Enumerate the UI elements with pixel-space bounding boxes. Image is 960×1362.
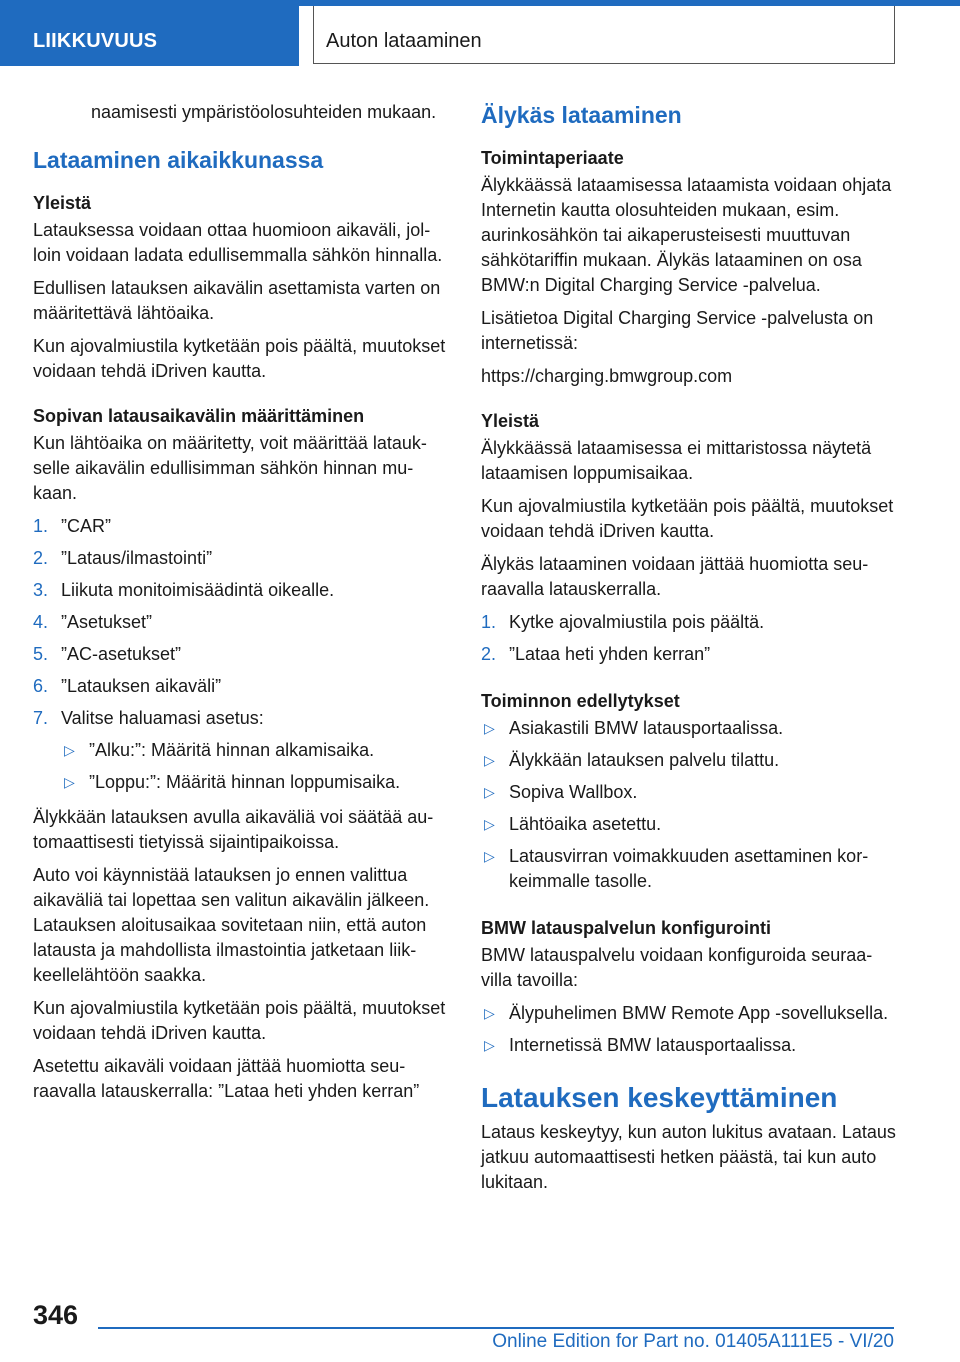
bullet-triangle-icon: ▷: [484, 720, 495, 736]
list-item: ▷ Asiakastili BMW latausportaalissa.: [481, 716, 897, 741]
heading-set-window: Sopivan latausaikavälin määrittäminen: [33, 406, 365, 426]
paragraph: Edullisen latauksen aikavälin asettamista varten on määritettävä lähtöaika.: [33, 278, 441, 323]
section-tab: [0, 0, 299, 66]
paragraph: Lataus keskeytyy, kun auton lukitus avataan. Lataus jatkuu automaattisesti hetken päästä, tai kun auto lukitaan.: [481, 1122, 896, 1192]
paragraph: Kun ajovalmiustila kytketään pois päältä, muutokset voidaan tehdä iDriven kautta.: [33, 998, 446, 1043]
paragraph: Älykäs lataaminen voidaan jättää huomiotta seuraavalla latauskerralla.: [481, 554, 869, 599]
right-column: [481, 100, 897, 1203]
list-item: 3. Liikuta monitoimisäädintä oikealle.: [33, 580, 335, 600]
steps-list: [33, 514, 449, 795]
bullet-triangle-icon: ▷: [484, 1037, 495, 1053]
config-list: [481, 1001, 897, 1058]
heading-charging-window: Lataaminen aikaikkunassa: [33, 147, 324, 173]
paragraph: Auto voi käynnistää latauksen jo ennen valittua aikaväliä tai lopettaa sen valitun aikavälin jälkeen. Latauksen aloitusaikaa sovitetaan niin, että auton latausta ja mahdollista ilmastointia jatketaan liikkeellelähtöön saakka.: [33, 865, 430, 985]
paragraph: Lisätietoa Digital Charging Service -palvelusta on internetissä:: [481, 308, 874, 353]
list-item: ▷ Internetissä BMW latausportaalissa.: [481, 1033, 897, 1058]
heading-smart-charging: Älykäs lataaminen: [481, 102, 682, 128]
edition-text: Online Edition for Part no. 01405A111E5 - VI/20: [492, 1331, 894, 1352]
paragraph: Älykkäässä lataamisessa ei mittaristossa näytetä lataamisen loppumisaikaa.: [481, 438, 872, 483]
list-item: ▷ Älykkään latauksen palvelu tilattu.: [481, 748, 897, 773]
heading-general: Yleistä: [33, 193, 92, 213]
list-item: 5. ”AC-asetukset”: [33, 644, 182, 664]
url-text: https://charging.bmwgroup.com: [481, 366, 733, 386]
chapter-title: Auton lataaminen: [326, 30, 482, 52]
bullet-triangle-icon: ▷: [484, 1005, 495, 1021]
bullet-triangle-icon: ▷: [484, 784, 495, 800]
bullet-triangle-icon: ▷: [484, 816, 495, 832]
heading-general: Yleistä: [481, 411, 540, 431]
list-item: 2. ”Lataus/ilmastointi”: [33, 548, 213, 568]
list-item: 1. ”CAR”: [33, 516, 111, 536]
chapter-box: [313, 6, 895, 64]
bullet-triangle-icon: ▷: [64, 742, 75, 758]
heading-config: BMW latauspalvelun konfigurointi: [481, 918, 772, 938]
heading-principle: Toimintaperiaate: [481, 148, 624, 168]
list-item: ▷ Latausvirran voimakkuuden asettaminen korkeimmalle tasolle.: [484, 846, 869, 891]
list-item: 4. ”Asetukset”: [33, 612, 153, 632]
list-item: ▷ Älypuhelimen BMW Remote App -sovelluksella.: [481, 1001, 897, 1026]
list-item: 1. Kytke ajovalmiustila pois päältä.: [481, 612, 765, 632]
list-item: ▷ Lähtöaika asetettu.: [481, 812, 897, 837]
bullet-triangle-icon: ▷: [484, 752, 495, 768]
heading-requirements: Toiminnon edellytykset: [481, 691, 680, 711]
continued-text: naamisesti ympäristöolosuhteiden mukaan.: [91, 102, 437, 122]
list-item: ▷ ”Loppu:”: Määritä hinnan loppumisaika.: [61, 770, 449, 795]
bullet-triangle-icon: ▷: [484, 848, 495, 864]
bullet-triangle-icon: ▷: [64, 774, 75, 790]
list-item: 6. ”Latauksen aikaväli”: [33, 676, 222, 696]
left-column: [33, 100, 449, 1112]
requirements-list: [481, 716, 897, 894]
page-number: 346: [33, 1300, 79, 1330]
paragraph: Älykkäässä lataamisessa lataamista voidaan ohjata Internetin kautta olosuhteiden mukaan, esim. aurinkosähkön tai aikaperusteisesti muuttuvan sähkötariffin mukaan. Älykäs lataaminen on osa BMW:n Digital Charging Service -palvelua.: [481, 175, 892, 295]
paragraph: Kun ajovalmiustila kytketään pois päältä, muutokset voidaan tehdä iDriven kautta.: [481, 496, 894, 541]
list-item: 7. Valitse haluamasi asetus: ▷ ”Alku:”: Määritä hinnan alkamisaika. ▷ ”Loppu:”: Määritä hinnan loppumisaika.: [33, 706, 449, 795]
paragraph: Asetettu aikaväli voidaan jättää huomiotta seuraavalla latauskerralla: ”Lataa heti yhden kerran”: [33, 1056, 420, 1101]
paragraph: Kun ajovalmiustila kytketään pois päältä, muutokset voidaan tehdä iDriven kautta.: [33, 336, 446, 381]
paragraph: BMW latauspalvelu voidaan konfiguroida seuraavilla tavoilla:: [481, 945, 873, 990]
footer-rule: [98, 1327, 894, 1329]
paragraph: Latauksessa voidaan ottaa huomioon aikaväli, jolloin voidaan ladata edullisemmalla sähkön hinnalla.: [33, 220, 443, 265]
heading-interrupt: Latauksen keskeyttäminen: [481, 1082, 838, 1113]
list-item: ▷ Sopiva Wallbox.: [481, 780, 897, 805]
paragraph: Älykkään latauksen avulla aikaväliä voi säätää automaattisesti tietyissä sijaintipaikoissa.: [33, 807, 434, 852]
list-item: ▷ ”Alku:”: Määritä hinnan alkamisaika.: [61, 738, 449, 763]
steps-list: [481, 610, 897, 667]
paragraph: Kun lähtöaika on määritetty, voit määrittää lataukselle aikavälin edullisimman sähkön hinnan mukaan.: [33, 433, 427, 503]
list-item: 2. ”Lataa heti yhden kerran”: [481, 644, 711, 664]
substeps-list: [61, 738, 449, 795]
section-title: LIIKKUVUUS: [33, 30, 158, 52]
